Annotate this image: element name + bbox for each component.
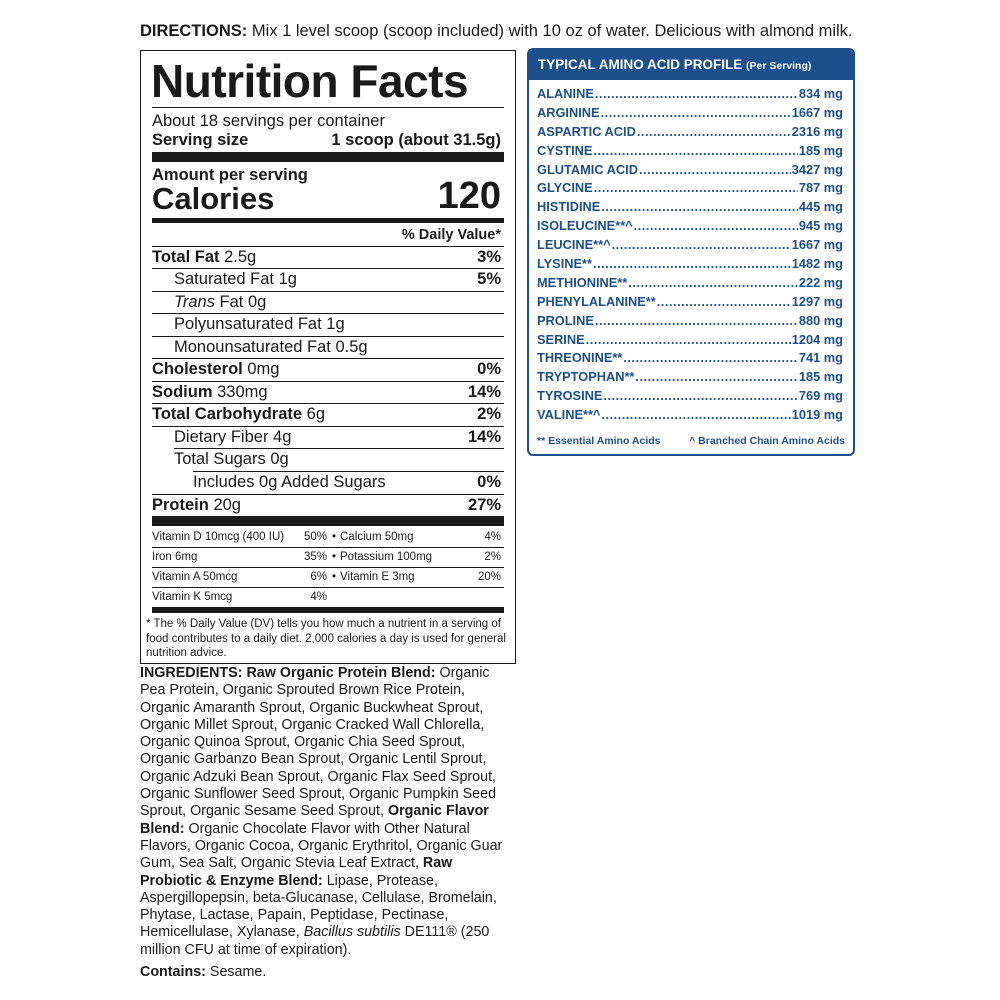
daily-value-header: % Daily Value*: [401, 227, 501, 243]
flavor-blend-label: Organic Flavor Blend:: [140, 803, 489, 837]
amino-acid-value: 2316 mg: [791, 123, 843, 139]
micro-dv: 50%: [303, 531, 327, 543]
amino-acid-name: VALINE**^: [537, 407, 601, 423]
amino-acid-name: PROLINE: [537, 312, 594, 328]
amino-acid-value: 880 mg: [798, 312, 843, 328]
micro-dv: 2%: [484, 551, 501, 563]
amino-acid-value: 1204 mg: [791, 331, 843, 347]
amino-acid-row: [537, 237, 843, 256]
amino-acid-value: 1667 mg: [791, 237, 843, 253]
amino-acid-name: SERINE: [537, 331, 585, 347]
amino-acid-row: [537, 86, 843, 105]
dot-leader: [594, 180, 798, 195]
branched-chain-legend: ^ Branched Chain Amino Acids: [689, 435, 845, 447]
divider: [152, 587, 504, 588]
amino-acid-value: 185 mg: [798, 142, 843, 158]
nutrient-row-saturated-fat: Saturated Fat 1g: [174, 270, 297, 288]
dot-leader: [628, 275, 798, 290]
dot-leader: [634, 218, 798, 233]
amino-acid-row: [537, 388, 843, 407]
amino-acid-row: [537, 313, 843, 332]
divider: [152, 567, 504, 568]
nutrition-facts-panel: [140, 50, 516, 664]
protein-blend-label: Raw Organic Protein Blend:: [246, 665, 436, 681]
amino-acid-name: TYROSINE: [537, 388, 603, 404]
amino-acid-value: 222 mg: [798, 274, 843, 290]
dv-sodium: 14%: [467, 383, 501, 401]
nutrient-row-total-carbohydrate: Total Carbohydrate 6g: [152, 405, 325, 423]
amino-acid-row: [537, 180, 843, 199]
servings-per-container: About 18 servings per container: [152, 112, 385, 130]
micro-dv: 4%: [484, 531, 501, 543]
amino-acid-value: 3427 mg: [791, 161, 843, 177]
nutrition-facts-title: Nutrition Facts: [151, 55, 469, 107]
dv-total-fat: 3%: [477, 248, 501, 266]
thick-divider: [152, 516, 504, 526]
contains-text: Sesame.: [209, 964, 267, 980]
amino-title: TYPICAL AMINO ACID PROFILE: [538, 57, 743, 72]
micro-dv: 20%: [477, 571, 501, 583]
amino-acid-row: [537, 199, 843, 218]
amino-acid-value: 445 mg: [798, 199, 843, 215]
amino-acid-name: HISTIDINE: [537, 199, 601, 215]
amino-acid-name: THREONINE**: [537, 350, 623, 366]
amino-acid-row: [537, 143, 843, 162]
nutrient-row-added-sugars: Includes 0g Added Sugars: [193, 473, 386, 491]
amino-acid-value: 741 mg: [798, 350, 843, 366]
nutrient-row-trans-fat: Trans Fat 0g: [174, 293, 267, 311]
dv-cholesterol: 0%: [477, 360, 501, 378]
dot-leader: [595, 313, 798, 328]
amino-acid-name: ASPARTIC ACID: [537, 123, 636, 139]
amino-acid-value: 1482 mg: [791, 256, 843, 272]
micro-label: Vitamin K 5mcg: [152, 591, 233, 603]
daily-value-footnote: * The % Daily Value (DV) tells you how much a nutrient in a serving of food contributes to a daily diet. 2,000 calories a day is used for general nutrition advice.: [146, 618, 506, 659]
nutrient-row-monounsaturated-fat: Monounsaturated Fat 0.5g: [174, 338, 368, 356]
directions-line: [140, 20, 853, 42]
dot-leader: [639, 162, 791, 177]
essential-legend: ** Essential Amino Acids: [537, 435, 661, 447]
micro-dv: 35%: [303, 551, 327, 563]
dv-total-carbohydrate: 2%: [477, 405, 501, 423]
nutrient-row-total-sugars: Total Sugars 0g: [174, 450, 289, 468]
dot-leader: [601, 199, 798, 214]
amino-acid-value: 945 mg: [798, 218, 843, 234]
dot-leader: [593, 256, 791, 271]
nutrient-row-total-fat: Total Fat 2.5g: [152, 248, 257, 266]
amino-acid-row: [537, 332, 843, 351]
dot-leader: [623, 350, 798, 365]
amino-acid-row: [537, 256, 843, 275]
amino-acid-value: 787 mg: [798, 180, 843, 196]
nutrient-row-cholesterol: Cholesterol 0mg: [152, 360, 280, 378]
dot-leader: [595, 86, 798, 101]
amino-acid-name: PHENYLALANINE**: [537, 293, 656, 309]
flavor-blend-text: Organic Chocolate Flavor with Other Natural Flavors, Organic Cocoa, Organic Erythritol, Organic Guar Gum, Sea Salt, Organic Stevia Leaf Extract,: [140, 820, 503, 872]
dv-saturated-fat: 5%: [477, 270, 501, 288]
directions-text: Mix 1 level scoop (scoop included) with 10 oz of water. Delicious with almond milk.: [247, 22, 853, 40]
dv-added-sugars: 0%: [477, 473, 501, 491]
amino-acid-row: [537, 350, 843, 369]
amino-acid-name: ALANINE: [537, 86, 594, 101]
probiotic-strain: Bacillus subtilis: [303, 924, 401, 941]
dot-leader: [657, 294, 791, 309]
amino-acid-name: LEUCINE**^: [537, 237, 611, 253]
protein-blend-text: Organic Pea Protein, Organic Sprouted Brown Rice Protein, Organic Amaranth Sprout, Organic Buckwheat Sprout, Organic Millet Sprout, Organic Cracked Wall Chlorella, Organic Quinoa Sprout, Organic Chia Seed Sprout, Organic Garbanzo Bean Sprout, Organic Lentil Sprout, Organic Adzuki Bean Sprout, Organic Flax Seed Sprout, Organic Sunflower Seed Sprout, Organic Pumpkin Seed Sprout, Organic Sesame Seed Sprout,: [140, 665, 497, 820]
amino-acid-name: GLUTAMIC ACID: [537, 161, 638, 177]
medium-divider: [152, 218, 504, 223]
amino-acid-row: [537, 407, 843, 426]
dot-leader: [586, 332, 791, 347]
amino-acid-list: [537, 86, 843, 426]
micro-label: Calcium 50mg: [340, 531, 414, 543]
amino-acid-row: [537, 162, 843, 181]
serving-size-label: Serving size: [152, 131, 249, 149]
dot-leader: [635, 369, 797, 384]
dv-dietary-fiber: 14%: [467, 428, 501, 446]
probiotic-blend-text: Lipase, Protease, Aspergillopepsin, beta-Glucanase, Cellulase, Bromelain, Phytase, Lactase, Papain, Peptidase, Pectinase, Hemicellulase, Xylanase,: [140, 872, 497, 941]
amino-acid-row: [537, 105, 843, 124]
medium-divider: [152, 607, 504, 613]
nutrient-row-protein: Protein 20g: [152, 496, 241, 514]
allergen-statement: [140, 963, 266, 981]
amino-acid-row: [537, 294, 843, 313]
dv-protein: 27%: [467, 496, 501, 514]
amino-subtitle: (Per Serving): [746, 60, 812, 72]
nutrient-row-polyunsaturated-fat: Polyunsaturated Fat 1g: [174, 315, 345, 333]
amino-legend: [537, 435, 845, 447]
amino-acid-name: LYSINE**: [537, 256, 593, 272]
amino-acid-value: 1019 mg: [791, 407, 843, 423]
micro-label: Vitamin E 3mg: [340, 571, 415, 583]
micro-dv: 4%: [310, 591, 327, 603]
amino-acid-name: ISOLEUCINE**^: [537, 218, 633, 234]
bullet-separator: •: [331, 551, 337, 563]
micro-dv: 6%: [310, 571, 327, 583]
amino-acid-value: 185 mg: [798, 369, 843, 385]
micro-label: Vitamin A 50mcg: [152, 571, 238, 583]
serving-size-value: 1 scoop (about 31.5g): [331, 131, 501, 149]
amino-acid-name: TRYPTOPHAN**: [537, 369, 635, 385]
amino-acid-name: CYSTINE: [537, 142, 593, 158]
amino-acid-value: 1667 mg: [791, 104, 843, 120]
amino-acid-value: 1297 mg: [791, 293, 843, 309]
bullet-separator: •: [331, 531, 337, 543]
dot-leader: [637, 124, 791, 139]
amino-acid-name: ARGININE: [537, 104, 600, 120]
dot-leader: [601, 105, 791, 120]
micro-label: Vitamin D 10mcg (400 IU): [152, 531, 285, 543]
probiotic-blend-label: Raw Probiotic & Enzyme Blend:: [140, 855, 453, 889]
micro-label: Iron 6mg: [152, 551, 198, 563]
divider: [152, 107, 504, 108]
bullet-separator: •: [331, 571, 337, 583]
divider: [152, 547, 504, 548]
dot-leader: [601, 407, 790, 422]
amino-acid-row: [537, 275, 843, 294]
contains-label: Contains:: [140, 964, 206, 980]
directions-label: DIRECTIONS:: [140, 22, 248, 40]
amino-acid-row: [537, 218, 843, 237]
ingredients-label: INGREDIENTS:: [140, 665, 243, 681]
nutrient-row-sodium: Sodium 330mg: [152, 383, 268, 401]
amino-acid-row: [537, 124, 843, 143]
amino-acid-row: [537, 369, 843, 388]
ingredients-block: [140, 665, 515, 959]
amino-acid-name: METHIONINE**: [537, 274, 628, 290]
thick-divider: [152, 152, 504, 162]
calories-value: 120: [437, 175, 501, 217]
micro-label: Potassium 100mg: [340, 551, 433, 563]
amino-acid-value: 769 mg: [798, 388, 843, 404]
calories-label: Calories: [152, 181, 275, 216]
amount-per-serving: Amount per serving: [152, 166, 308, 184]
amino-acid-profile-header: [529, 50, 853, 80]
amino-acid-value: 834 mg: [798, 86, 843, 101]
nutrient-row-dietary-fiber: Dietary Fiber 4g: [174, 428, 292, 446]
amino-acid-profile-panel: [527, 48, 855, 456]
dot-leader: [603, 388, 797, 403]
amino-acid-name: GLYCINE: [537, 180, 593, 196]
dot-leader: [593, 143, 797, 158]
probiotic-blend-tail: DE111® (250 million CFU at time of expiration).: [140, 924, 490, 958]
dot-leader: [612, 237, 791, 252]
